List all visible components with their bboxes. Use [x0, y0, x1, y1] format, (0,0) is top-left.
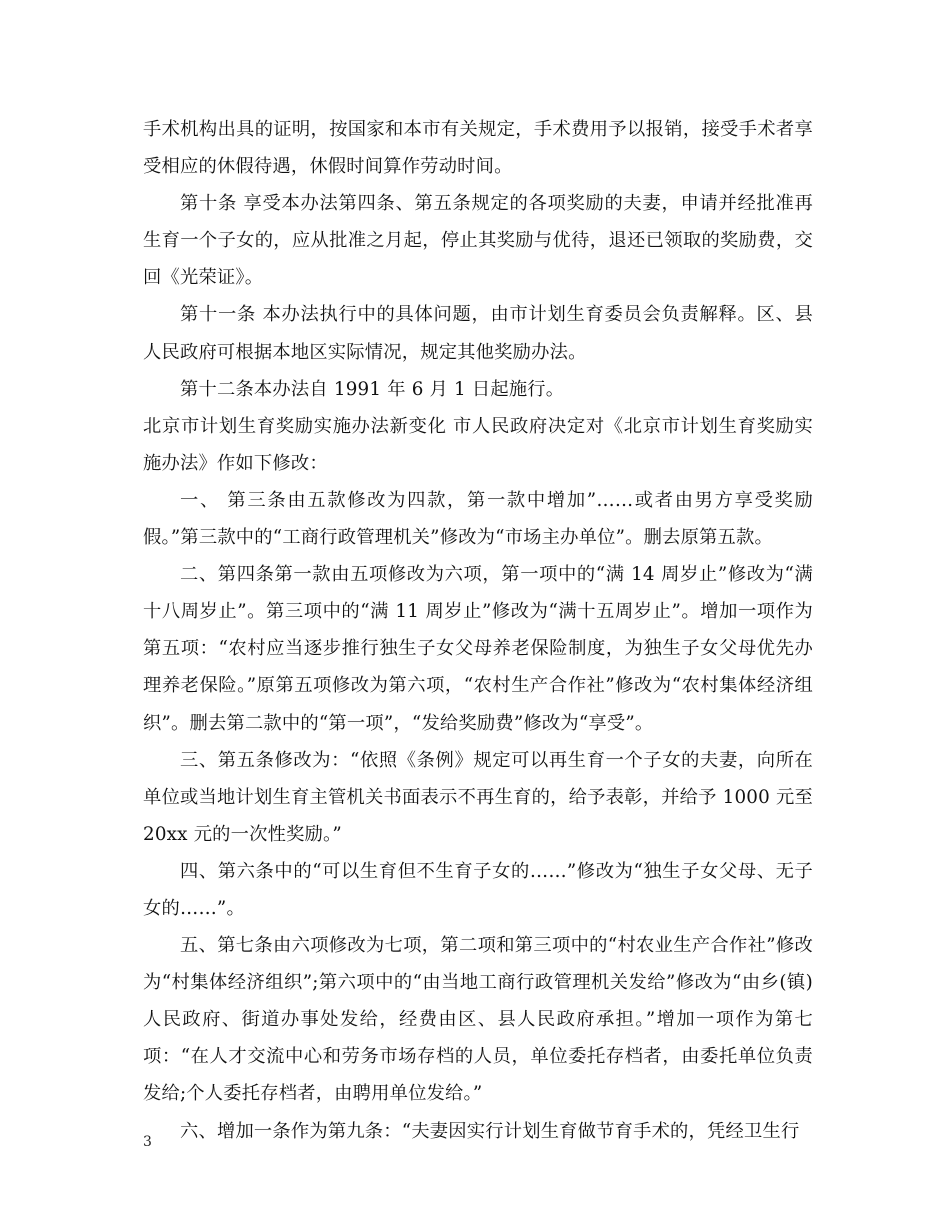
paragraph-9: 四、第六条中的“可以生育但不生育子女的……”修改为“独生子女父母、无子女的……”。	[143, 860, 813, 919]
paragraph-3: 第十一条 本办法执行中的具体问题，由市计划生育委员会负责解释。区、县人民政府可根据本地区实际情况，规定其他奖励办法。	[143, 304, 813, 363]
paragraph-6: 一、 第三条由五款修改为四款，第一款中增加”……或者由男方享受奖励假。”第三款中的“工商行政管理机关”修改为“市场主办单位”。删去原第五款。	[143, 489, 813, 549]
paragraph-8: 三、第五条修改为：“依照《条例》规定可以再生育一个子女的夫妻，向所在单位或当地计划生育主管机关书面表示不再生育的，给予表彰，并给予 1000 元至 20xx 元的一次性奖励。”	[143, 749, 813, 845]
paragraph-2: 第十条 享受本办法第四条、第五条规定的各项奖励的夫妻，申请并经批准再生育一个子女的，应从批准之月起，停止其奖励与优待，退还已领取的奖励费，交回《光荣证》。	[143, 193, 813, 289]
document-body	[143, 111, 813, 1150]
paragraph-7: 二、第四条第一款由五项修改为六项，第一项中的“满 14 周岁止”修改为“满十八周岁止”。第三项中的“满 11 周岁止”修改为“满十五周岁止”。增加一项作为第五项：“农村应当逐步推行独生子女父母养老保险制度，为独生子女父母优先办理养老保险。”原第五项修改为第六项，“农村生产合作社”修改为“农村集体经济组织”。删去第二款中的“第一项”，“发给奖励费”修改为“享受”。	[143, 564, 813, 734]
paragraph-4: 第十二条本办法自 1991 年 6 月 1 日起施行。	[180, 378, 565, 400]
paragraph-5: 北京市计划生育奖励实施办法新变化 市人民政府决定对《北京市计划生育奖励实施办法》作如下修改：	[143, 415, 813, 474]
paragraph-10: 五、第七条由六项修改为七项，第二项和第三项中的“村农业生产合作社”修改为“村集体经济组织”;第六项中的“由当地工商行政管理机关发给”修改为“由乡(镇)人民政府、街道办事处发给，经费由区、县人民政府承担。”增加一项作为第七项：“在人才交流中心和劳务市场存档的人员，单位委托存档者，由委托单位负责发给;个人委托存档者，由聘用单位发给。”	[143, 935, 813, 1105]
paragraph-11: 六、增加一条作为第九条：“夫妻因实行计划生育做节育手术的，凭经卫生行	[180, 1120, 800, 1142]
paragraph-1: 手术机构出具的证明，按国家和本市有关规定，手术费用予以报销，接受手术者享受相应的休假待遇，休假时间算作劳动时间。	[143, 119, 813, 178]
page-number: 3	[143, 1134, 152, 1150]
